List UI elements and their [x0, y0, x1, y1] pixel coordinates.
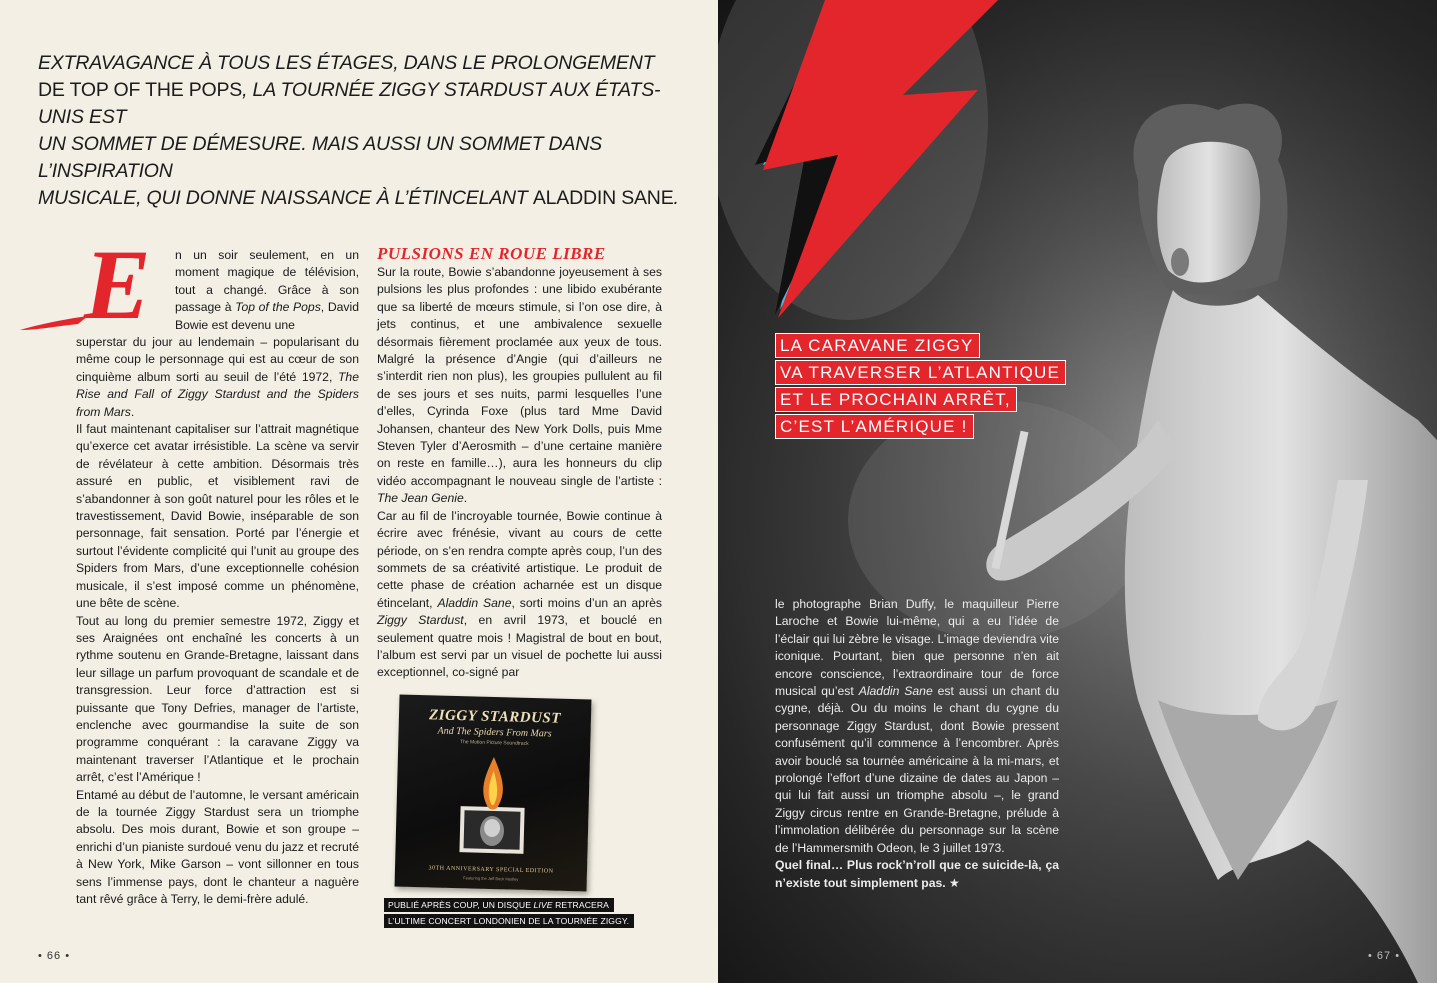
album-artwork: [441, 748, 544, 861]
text-italic: Aladdin Sane: [437, 595, 512, 610]
text-bold: Quel final… Plus rock’n’roll que ce suicide-là, ça n’existe tout simplement pas.: [775, 858, 1059, 890]
album-title: ZIGGY STARDUST: [428, 707, 562, 727]
text-run: superstar du jour au lendemain – popularisant du même coup le personnage qui est au cœur de son cinquième album sorti au seuil de l’été 1972,: [76, 335, 359, 384]
pullquote-line: C’EST L’AMÉRIQUE !: [775, 414, 974, 439]
image-caption: L’ULTIME CONCERT LONDONIEN DE LA TOURNÉE ZIGGY.: [384, 914, 634, 928]
text-run: RETRACERA: [552, 900, 609, 910]
dropcap-letter: [18, 226, 178, 338]
text-italic: LIVE: [533, 900, 553, 910]
paragraph: Entamé au début de l’automne, le versant américain de la tournée Ziggy Stardust sera un triomphe absolu. Des mois durant, Bowie et son groupe – enrichi d’un pianiste surdoué venu du jazz et recruté à New York, Mike Garson – vont sillonner en tous sens l’immense pays, dont le chanteur a naguère tant rêvé grâce à Terry, le demi-frère adulé.: [76, 787, 359, 906]
intro-line: .: [673, 187, 679, 209]
album-edition-small: Featuring the Jeff Beck Medley: [463, 875, 519, 882]
dropcap-glyph: E: [84, 229, 151, 338]
intro-show-title: TOP OF THE POPS: [69, 79, 243, 101]
text-italic: The Jean Genie: [377, 491, 464, 506]
text-italic: The Rise and Fall of Ziggy Stardust and the Spiders from Mars: [76, 369, 359, 419]
paragraph: [76, 334, 359, 421]
text-italic: Ziggy Stardust: [377, 613, 464, 628]
right-column: [775, 596, 1059, 892]
intro-line: EXTRAVAGANCE À TOUS LES ÉTAGES, DANS LE PROLONGEMENT: [38, 52, 655, 74]
image-caption: [384, 898, 614, 912]
column2: [377, 264, 662, 682]
text-italic: Top of the Pops: [235, 300, 321, 315]
intro-album-title: ALADDIN SANE: [532, 187, 674, 209]
section-heading: PULSIONS EN ROUE LIBRE: [377, 244, 606, 263]
text-run: .: [130, 404, 135, 419]
left-page: [0, 0, 718, 983]
text-italic: Aladdin Sane: [858, 684, 933, 699]
page-number: • 66 •: [38, 950, 71, 962]
text-run: , en avril 1973, et bouclé en seulement quatre mois ! Magistral de bout en bout, l’album est servi par un visuel de pochette lui aussi exceptionnel, co-signé par: [377, 613, 663, 680]
text-run: , sorti moins d’un an après: [511, 595, 663, 610]
album-edition: 30TH ANNIVERSARY SPECIAL EDITION: [428, 865, 554, 875]
intro-line: MUSICALE, QUI DONNE NAISSANCE À L’ÉTINCELANT: [38, 187, 533, 209]
album-small-text: The Motion Picture Soundtrack: [459, 739, 529, 747]
column1-opening: [175, 247, 359, 334]
paragraph: [377, 264, 662, 508]
pullquote-line: ET LE PROCHAIN ARRÊT,: [775, 387, 1017, 412]
text-run: .: [463, 491, 468, 506]
text-run: le photographe Brian Duffy, le maquilleur Pierre Laroche et Bowie lui-même, qui a eu l’idée de l’éclair qui lui zèbre le visage. L’image deviendra vite iconique. Pourtant, bien que personne n’en ait encore conscience, l’extraordinaire tour de force musical qu’est: [775, 597, 1059, 699]
text-run: est aussi un chant du cygne, déjà. Ou du moins le chant du cygne du personnage Ziggy Stardust, dont Bowie pressent confusément qu’il commence à l’encombrer. Après avoir bouclé sa tournée américaine à la mi-mars, et prolongé l’effort d’une dizaine de dates au Japon – qui lui fait aussi un triomphe absolu –, le grand Ziggy circus rentre en Grande-Bretagne, prélude à l’immolation délibérée du personnage sur la scène de l’Hammersmith Odeon, le 3 juillet 1973.: [775, 684, 1059, 855]
text-run: PUBLIÉ APRÈS COUP, UN DISQUE: [388, 900, 534, 910]
text-run: , David Bowie est devenu une: [175, 300, 359, 332]
page-number: • 67 •: [1368, 950, 1401, 962]
text-run: n un soir seulement, en un moment magique de télévision, tout a changé. Grâce à son passage à: [175, 248, 359, 315]
intro-text: [38, 50, 688, 212]
intro-line: , LA TOURNÉE ZIGGY STARDUST AUX ÉTATS-UNIS EST: [38, 79, 661, 128]
paragraph: Tout au long du premier semestre 1972, Ziggy et ses Araignées ont enchaîné les concerts à un rythme soutenu en Grande-Bretagne, laissant dans leur sillage un parfum provoquant de scandale et de transgression. Leur force d’attraction est si puissante que Tony Defries, manager de l’artiste, enclenche avec gourmandise la suite de son programme conquérant : la caravane Ziggy va maintenant traverser l’Atlantique et le prochain arrêt, c’est l’Amérique !: [76, 613, 359, 785]
paragraph: Il faut maintenant capitaliser sur l’attrait magnétique qu’exerce cet avatar irrésistible. La scène va servir de révélateur à cette ambition. Désormais très assuré en public, et visiblement ravi de s’abandonner à son goût naturel pour les rôles et le travestissement, David Bowie, inséparable de son personnage, fait sensation. Porté par l’énergie et surtout l’évidente complicité qui l’unit au groupe des Spiders from Mars, d’une exceptionnelle cohésion musicale, il s’est imposé comme un phénomène, une bête de scène.: [76, 422, 359, 611]
paragraph: [377, 508, 662, 682]
album-subtitle: And The Spiders From Mars: [437, 725, 552, 740]
intro-line: UN SOMMET DE DÉMESURE. MAIS AUSSI UN SOMMET DANS L’INSPIRATION: [38, 133, 602, 182]
album-cover-image: [395, 695, 592, 892]
pullquote-line: LA CARAVANE ZIGGY: [775, 333, 980, 358]
text-run: Sur la route, Bowie s’abandonne joyeusement à ses pulsions les plus profondes : une libido exubérante que sa liberté de mœurs stimule, si l’on ose dire, à jets continus, et une ambivalence sexuelle désormais fièrement proclamée aux yeux de tous. Malgré la présence d’Angie (qui d’ailleurs ne s’interdit rien non plus), les groupies pullulent au fil de ses jours et ses nuits, parmi lesquelles l’une d’elles, Cyrinda Foxe (plus tard Mme David Johansen, chanteur des New York Dolls, puis Mme Steven Tyler d’Aerosmith – d’une certaine manière on reste en famille…), aura les honneurs du clip vidéo accompagnant le nouveau single de l’artiste :: [377, 265, 662, 488]
end-mark-icon: ★: [945, 875, 960, 890]
paragraph: [775, 596, 1059, 892]
pullquote-line: VA TRAVERSER L’ATLANTIQUE: [775, 360, 1066, 385]
text-run: Car au fil de l’incroyable tournée, Bowie continue à écrire avec frénésie, vivant au cours de cette période, on s’en rendra compte après coup, l’un des sommets de sa créativité artistique. Le produit de cette phase de création acharnée est un disque étincelant,: [377, 508, 662, 610]
intro-line: DE: [38, 79, 70, 101]
column1: [76, 334, 359, 908]
